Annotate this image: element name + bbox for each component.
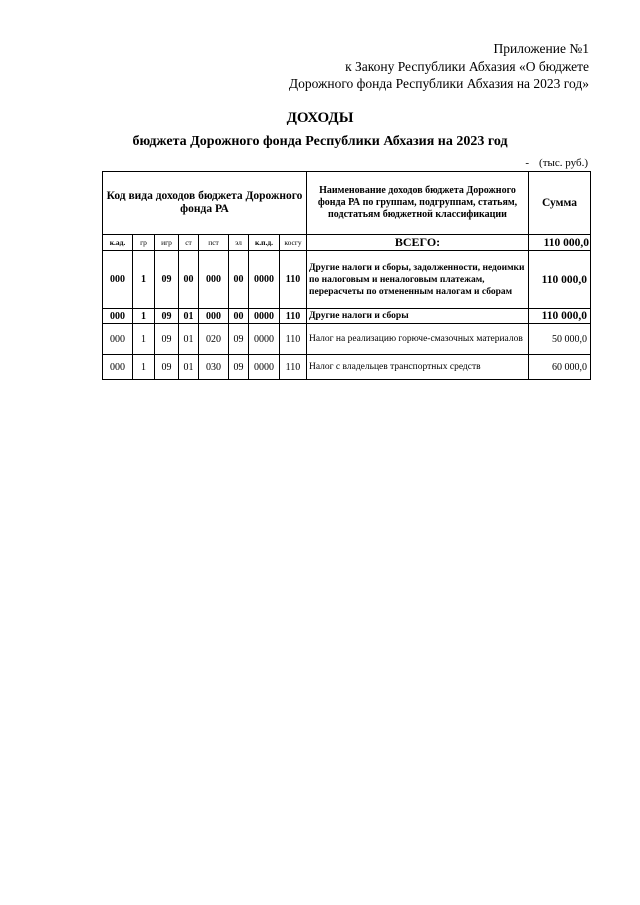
code-igr: 09 <box>155 324 179 355</box>
units-note <box>525 157 588 169</box>
code-pst: 000 <box>199 251 229 309</box>
table-header-row <box>103 172 591 235</box>
subheader-igr: игр <box>155 235 179 251</box>
code-kad: 000 <box>103 324 133 355</box>
table-row <box>103 355 591 380</box>
code-pst: 020 <box>199 324 229 355</box>
code-igr: 09 <box>155 251 179 309</box>
subheader-pst: пст <box>199 235 229 251</box>
appendix-line-1: Приложение №1 <box>493 41 589 56</box>
code-igr: 09 <box>155 309 179 324</box>
units-dash: - <box>525 157 530 169</box>
code-gr: 1 <box>133 355 155 380</box>
revenue-name: Другие налоги и сборы <box>307 309 529 324</box>
code-el: 09 <box>229 324 249 355</box>
code-kosgu: 110 <box>280 355 307 380</box>
code-kosgu: 110 <box>280 309 307 324</box>
code-el: 09 <box>229 355 249 380</box>
revenue-sum: 110 000,0 <box>529 309 591 324</box>
code-kosgu: 110 <box>280 324 307 355</box>
code-st: 01 <box>179 309 199 324</box>
appendix-line-2: к Закону Республики Абхазия «О бюджете <box>345 58 589 74</box>
revenue-sum: 60 000,0 <box>529 355 591 380</box>
appendix-note <box>289 40 589 93</box>
document-subtitle: бюджета Дорожного фонда Республики Абхазия на 2023 год <box>132 134 508 149</box>
code-kpd: 0000 <box>249 355 280 380</box>
code-pst: 000 <box>199 309 229 324</box>
revenue-sum: 50 000,0 <box>529 324 591 355</box>
table-row <box>103 251 591 309</box>
code-kad: 000 <box>103 309 133 324</box>
code-el: 00 <box>229 251 249 309</box>
table-row <box>103 324 591 355</box>
code-st: 01 <box>179 324 199 355</box>
revenue-name: Налог на реализацию горюче-смазочных материалов <box>307 324 529 355</box>
units-label: (тыс. руб.) <box>539 157 588 169</box>
total-label: ВСЕГО: <box>307 235 529 251</box>
code-kpd: 0000 <box>249 251 280 309</box>
appendix-line-3: Дорожного фонда Республики Абхазия на 2023 год» <box>288 76 589 91</box>
code-kpd: 0000 <box>249 309 280 324</box>
subheader-kad: к.ад. <box>103 235 133 251</box>
code-gr: 1 <box>133 309 155 324</box>
document-title: ДОХОДЫ <box>286 110 354 126</box>
code-igr: 09 <box>155 355 179 380</box>
subheader-kpd: к.п.д. <box>249 235 280 251</box>
code-el: 00 <box>229 309 249 324</box>
header-name: Наименование доходов бюджета Дорожного фонда РА по группам, подгруппам, статьям, подстатьям бюджетной классификации <box>307 172 529 235</box>
subheader-kosgu: косгу <box>280 235 307 251</box>
revenue-sum: 110 000,0 <box>529 251 591 309</box>
subheader-st: ст <box>179 235 199 251</box>
revenue-table <box>102 171 591 380</box>
subheader-gr: гр <box>133 235 155 251</box>
header-sum: Сумма <box>529 172 591 235</box>
revenue-name: Налог с владельцев транспортных средств <box>307 355 529 380</box>
code-gr: 1 <box>133 251 155 309</box>
code-kpd: 0000 <box>249 324 280 355</box>
code-gr: 1 <box>133 324 155 355</box>
code-kad: 000 <box>103 251 133 309</box>
code-pst: 030 <box>199 355 229 380</box>
header-code: Код вида доходов бюджета Дорожного фонда РА <box>103 172 307 235</box>
table-row <box>103 309 591 324</box>
code-st: 00 <box>179 251 199 309</box>
subheader-el: эл <box>229 235 249 251</box>
code-kosgu: 110 <box>280 251 307 309</box>
subheader-row <box>103 235 591 251</box>
total-value: 110 000,0 <box>529 235 591 251</box>
code-kad: 000 <box>103 355 133 380</box>
code-st: 01 <box>179 355 199 380</box>
revenue-name: Другие налоги и сборы, задолженности, недоимки по налоговым и неналоговым платежам, перерасчеты по отмененным налогам и сборам <box>307 251 529 309</box>
